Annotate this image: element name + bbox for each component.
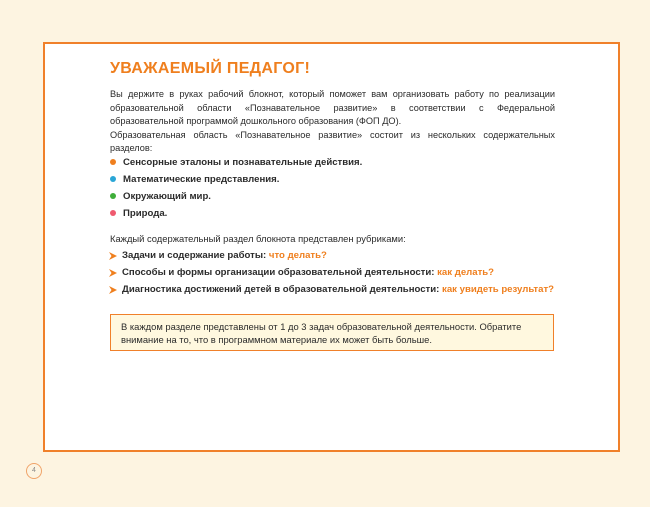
rubric-question: как увидеть результат? xyxy=(442,284,555,295)
sections-list xyxy=(110,156,362,224)
bullet-dot-icon xyxy=(110,176,116,182)
section-label: Окружающий мир. xyxy=(123,191,211,202)
rubrics-list xyxy=(108,249,554,300)
rubric-text: Задачи и содержание работы: xyxy=(122,250,267,261)
section-item xyxy=(110,156,362,173)
section-item xyxy=(110,173,362,190)
bullet-dot-icon xyxy=(110,193,116,199)
arrow-right-icon xyxy=(108,285,118,295)
rubrics-intro: Каждый содержательный раздел блокнота представлен рубриками: xyxy=(110,233,406,244)
page-number: 4 xyxy=(26,463,42,479)
note-box: В каждом разделе представлены от 1 до 3 задач образовательной деятельности. Обратите внимание на то, что в программном материале их может быть больше. xyxy=(110,314,554,351)
rubric-text: Диагностика достижений детей в образовательной деятельности: xyxy=(122,284,440,295)
intro-paragraph: Образовательная область «Познавательное развитие» состоит из нескольких содержательных разделов: xyxy=(110,129,555,154)
intro-text xyxy=(110,88,555,156)
rubric-item xyxy=(108,266,554,283)
rubric-question: что делать? xyxy=(268,250,327,261)
rubric-text: Способы и формы организации образовательной деятельности: xyxy=(122,267,435,278)
arrow-right-icon xyxy=(108,268,118,278)
intro-paragraph: Вы держите в руках рабочий блокнот, который поможет вам организовать работу по реализации образовательной области «Познавательное развитие» в соответствии с Федеральной образовательной программой дошкольного образования (ФОП ДО). xyxy=(110,89,555,127)
rubric-question: как делать? xyxy=(437,267,495,278)
bullet-dot-icon xyxy=(110,210,116,216)
section-item xyxy=(110,207,362,224)
rubric-item xyxy=(108,249,554,266)
rubric-item xyxy=(108,283,554,300)
page-title: УВАЖАЕМЫЙ ПЕДАГОГ! xyxy=(110,60,311,77)
section-label: Сенсорные эталоны и познавательные действия. xyxy=(123,157,363,168)
arrow-right-icon xyxy=(108,251,118,261)
section-label: Природа. xyxy=(123,208,168,219)
section-label: Математические представления. xyxy=(123,174,280,185)
bullet-dot-icon xyxy=(110,159,116,165)
section-item xyxy=(110,190,362,207)
